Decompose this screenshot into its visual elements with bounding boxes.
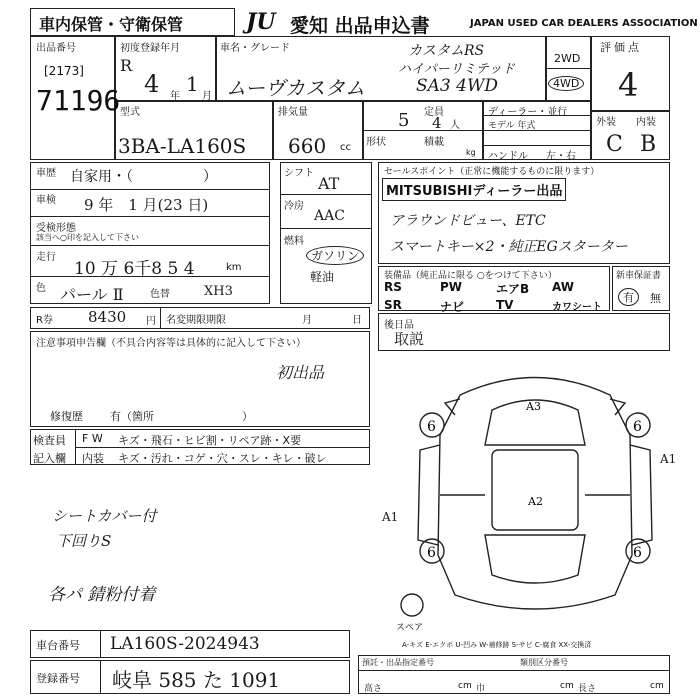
lot-label: 出品番号 xyxy=(36,43,76,54)
displacement-value: 660 xyxy=(288,134,327,158)
load-unit: kg xyxy=(466,148,476,157)
rating-ext-label: 外装 xyxy=(596,117,616,128)
warranty-yes: 有 xyxy=(618,288,639,306)
car-damage-diagram xyxy=(396,355,670,635)
remarks-line3: 各パ 錆粉付着 xyxy=(48,585,156,605)
equipment-item: カワシート xyxy=(552,302,602,313)
reserve-length-unit: cm xyxy=(650,681,664,691)
remarks-line1: シートカバー付 xyxy=(52,507,157,525)
damage-legend: A-キズ E-エクボ U-凹み W-補修跡 S-サビ C-腐食 XX-交換済 xyxy=(402,641,592,649)
equipment-label: 装備品（純正品に限る ○をつけて下さい） xyxy=(384,271,557,281)
registration-year-unit: 年 xyxy=(170,91,180,102)
notes-label: 注意事項申告欄（不具合内容等は具体的に記入して下さい） xyxy=(36,338,306,349)
lot-sub: [2173] xyxy=(44,64,84,78)
displacement-label: 排気量 xyxy=(278,107,308,118)
fuel-diesel: 軽油 xyxy=(310,270,335,284)
equipment-item: TV xyxy=(496,298,514,312)
recycle-value: 8430 xyxy=(88,308,127,326)
reserve-label: 預託・出品指定番号 xyxy=(362,658,434,667)
fuel-gas: ガソリン xyxy=(306,246,364,265)
reserve-label2: 類別区分番号 xyxy=(520,658,568,667)
model-grade-line1: カスタムRS xyxy=(408,43,485,59)
dealer-handle-opts: 左・右 xyxy=(546,151,576,162)
fuel-label: 燃料 xyxy=(284,236,304,247)
color-value: パール Ⅱ xyxy=(60,285,124,304)
dealer-handle: ハンドル xyxy=(488,151,528,162)
name-change-day: 日 xyxy=(352,315,362,326)
warranty-no: 無 xyxy=(650,292,661,305)
plate-value: 岐阜 585 た 1091 xyxy=(112,668,281,692)
capacity-value: 4 xyxy=(432,114,442,132)
equipment-grid xyxy=(384,280,608,315)
diagram-a2: A2 xyxy=(528,495,543,508)
reserve-width: 巾 xyxy=(476,684,486,694)
header-org-english: JAPAN USED CAR DEALERS ASSOCIATION xyxy=(470,18,698,29)
model-label: 車名・グレード xyxy=(220,43,290,54)
model-grade-line3: SA3 4WD xyxy=(416,76,499,96)
repair-label: 修復歴 xyxy=(50,410,83,423)
recv-note: 該当へ○印を記入して下さい xyxy=(36,233,139,242)
reserve-width-unit: cm xyxy=(560,681,574,691)
dealer-model-year: モデル 年式 xyxy=(488,121,536,131)
color-label: 色 xyxy=(36,283,46,294)
notes-content: 初出品 xyxy=(276,363,325,382)
registration-year: 4 xyxy=(144,70,160,98)
diagram-spare: スペア xyxy=(396,623,424,633)
dealer-badge xyxy=(382,178,566,201)
header-left-title: 車内保管・守衛保管 xyxy=(39,15,184,34)
capacity-label: 定員 xyxy=(424,107,444,118)
entry-label: 記入欄 xyxy=(33,452,66,465)
registration-era: R xyxy=(120,56,133,75)
doors-value: 5 xyxy=(398,110,410,131)
rating-int-label: 内装 xyxy=(636,117,656,128)
rating-label: 評価点 xyxy=(600,41,642,54)
equipment-item: ナビ xyxy=(440,300,465,314)
history-value: 自家用・（ ） xyxy=(70,169,217,185)
rating-score: 4 xyxy=(618,66,639,104)
shift-value: AT xyxy=(318,174,340,193)
type-value: 3BA-LA160S xyxy=(118,134,247,158)
diagram-a3: A3 xyxy=(526,400,541,413)
capacity-unit: 人 xyxy=(450,120,460,131)
entry-interior: 内装 xyxy=(82,452,104,465)
warranty-label: 新車保証書 xyxy=(616,271,662,281)
equipment-item: PW xyxy=(440,280,463,294)
rear-label: 後日品 xyxy=(384,320,414,331)
equipment-item: AW xyxy=(552,280,574,294)
shift-label: シフト xyxy=(284,168,314,179)
chassis-label: 車台番号 xyxy=(36,639,80,652)
reserve-height-unit: cm xyxy=(458,681,472,691)
registration-month: 1 xyxy=(186,72,199,96)
equipment-item: SR xyxy=(384,298,402,312)
reserve-length: 長さ xyxy=(578,684,597,694)
diagram-tire-fl: 6 xyxy=(427,419,436,435)
diagram-a1-left: A1 xyxy=(382,510,399,524)
selling-line1: アラウンドビュー、ETC xyxy=(390,213,546,229)
doors-label: 形状 xyxy=(366,137,386,148)
registration-month-unit: 月 xyxy=(202,91,212,102)
inspection-label: 車検 xyxy=(36,195,56,206)
recycle-label: R券 xyxy=(36,315,53,326)
repair-value: 有（箇所 ） xyxy=(110,410,253,423)
color-code-label: 色替 xyxy=(150,289,170,300)
inspector-fw-items: キズ・飛石・ヒビ割・リペア跡・X要 xyxy=(118,434,302,447)
color-code: XH3 xyxy=(204,284,233,299)
entry-interior-items: キズ・汚れ・コゲ・穴・スレ・キレ・破レ xyxy=(118,452,327,465)
chassis-value: LA160S-2024943 xyxy=(110,634,260,654)
inspection-value: 9 年 1 月(23 日) xyxy=(84,196,209,214)
recycle-unit: 円 xyxy=(146,316,156,327)
model-name: ムーヴカスタム xyxy=(226,76,365,100)
header-org-name: 愛知 出品申込書 xyxy=(290,15,430,37)
ju-logo: JU xyxy=(246,9,276,35)
registration-label: 初度登録年月 xyxy=(120,43,180,54)
selling-label: セールスポイント（正常に機能するものに限ります） xyxy=(384,167,600,177)
inspector-fw: F W xyxy=(82,432,103,445)
rear-value: 取説 xyxy=(394,330,425,348)
diagram-tire-rl: 6 xyxy=(427,545,436,561)
name-change-label: 名変期限期限 xyxy=(166,315,226,326)
mileage-value: 10 万 6千8 5 4 xyxy=(74,259,195,279)
inspector-label: 検査員 xyxy=(33,434,66,447)
diagram-tire-fr: 6 xyxy=(633,419,642,435)
rating-int: B xyxy=(640,132,657,157)
mileage-label: 走行 xyxy=(36,252,56,263)
equipment-item: RS xyxy=(384,280,402,294)
equipment-item: エアB xyxy=(496,282,530,296)
dealer-badge-text: MITSUBISHIディーラー出品 xyxy=(386,184,563,199)
ac-label: 冷房 xyxy=(284,201,304,212)
diagram-a1-right: A1 xyxy=(660,452,677,466)
mileage-unit: km xyxy=(226,262,242,273)
reserve-height: 高さ xyxy=(364,684,383,694)
recv-label: 受検形態 xyxy=(36,223,76,234)
history-label: 車歴 xyxy=(36,168,56,179)
drive-4wd: 4WD xyxy=(548,76,584,91)
type-label: 型式 xyxy=(120,107,140,118)
header-left-box xyxy=(30,8,235,36)
displacement-unit: cc xyxy=(340,142,351,153)
lot-number: 71196 xyxy=(36,84,121,117)
selling-line2: スマートキー×2・純正EGスターター xyxy=(390,239,628,255)
rating-ext: C xyxy=(606,132,623,157)
plate-label: 登録番号 xyxy=(36,672,80,685)
ac-value: AAC xyxy=(314,208,345,224)
load-label: 積載 xyxy=(424,137,444,148)
diagram-tire-rr: 6 xyxy=(633,545,642,561)
drive-2wd: 2WD xyxy=(554,52,581,65)
model-grade-line2: ハイパーリミテッド xyxy=(398,62,515,77)
dealer-label: ディーラー・並行 xyxy=(488,107,568,118)
name-change-month: 月 xyxy=(302,315,312,326)
remarks-line2: 下回りS xyxy=(56,532,112,550)
